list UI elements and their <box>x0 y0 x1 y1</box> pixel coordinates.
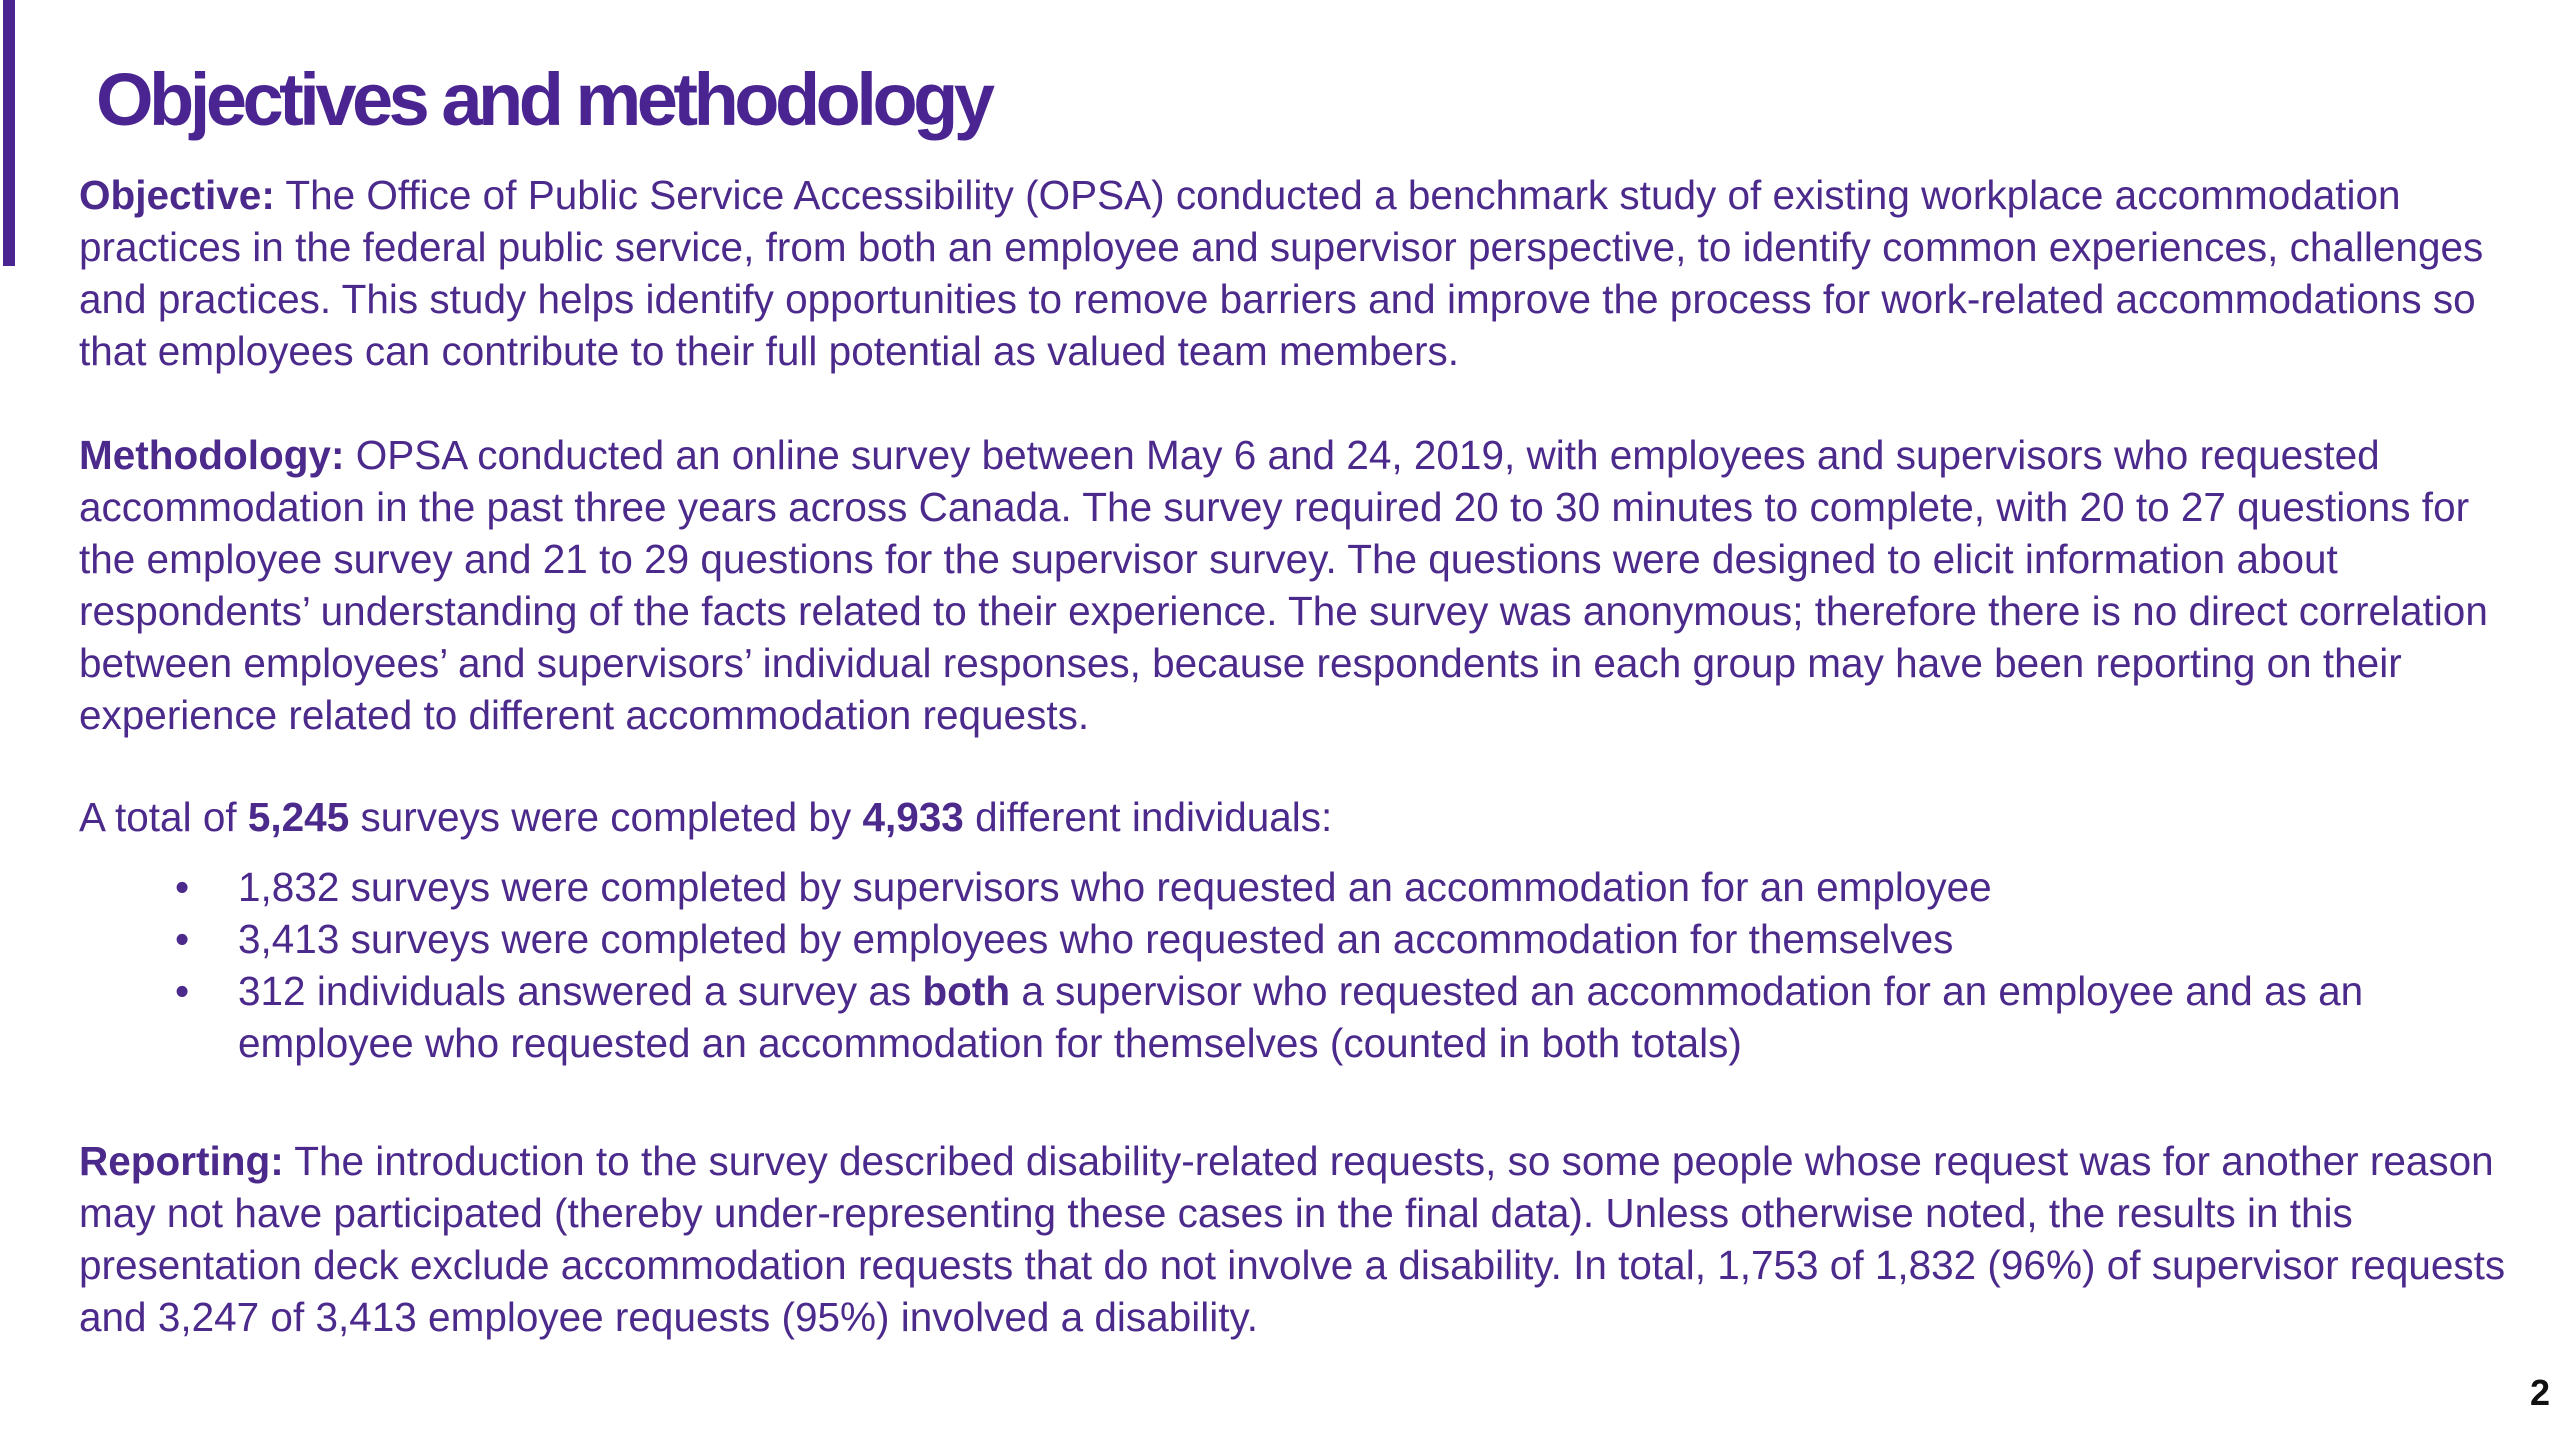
total-prefix: A total of <box>79 794 248 840</box>
total-middle: surveys were completed by <box>349 794 863 840</box>
list-item-text: a supervisor who requested an accommodation for an employee and as an employee who requested an accommodation for themselves (counted in both totals) <box>238 968 2364 1066</box>
reporting-text: The introduction to the survey described disability-related requests, so some people whose request was for another reason may not have participated (thereby under-representing these cases in the final data). Unless otherwise noted, the results in this presentation deck exclude accommodation requests that do not involve a disability. In total, 1,753 of 1,832 (96%) of supervisor requests and 3,247 of 3,413 employee requests (95%) involved a disability. <box>79 1138 2506 1340</box>
accent-bar <box>3 0 15 266</box>
methodology-label: Methodology: <box>79 432 345 478</box>
objective-paragraph <box>79 169 2529 377</box>
list-item-text: 312 individuals answered a survey as <box>238 968 923 1014</box>
total-summary <box>79 791 2529 843</box>
reporting-label: Reporting: <box>79 1138 284 1184</box>
list-item-text: 1,832 surveys were completed by supervisors who requested an accommodation for an employee <box>238 864 1992 910</box>
list-item <box>79 965 2529 1069</box>
survey-breakdown-list <box>79 861 2529 1069</box>
list-item <box>79 861 2529 913</box>
page-title: Objectives and methodology <box>96 58 991 141</box>
list-item <box>79 913 2529 965</box>
bullet-icon: • <box>175 968 190 1014</box>
objective-label: Objective: <box>79 172 275 218</box>
objective-text: The Office of Public Service Accessibility (OPSA) conducted a benchmark study of existing workplace accommodation practices in the federal public service, from both an employee and supervisor perspective, to identify common experiences, challenges and practices. This study helps identify opportunities to remove barriers and improve the process for work-related accommodations so that employees can contribute to their full potential as valued team members. <box>79 172 2484 374</box>
list-item-emphasis: both <box>922 968 1011 1014</box>
list-item-text: 3,413 surveys were completed by employees who requested an accommodation for themselves <box>238 916 1954 962</box>
total-surveys: 5,245 <box>247 794 350 840</box>
methodology-paragraph <box>79 429 2529 741</box>
reporting-paragraph <box>79 1135 2529 1343</box>
page-number: 2 <box>2530 1372 2551 1413</box>
total-individuals: 4,933 <box>862 794 964 840</box>
methodology-text: OPSA conducted an online survey between May 6 and 24, 2019, with employees and supervisors who requested accommodation in the past three years across Canada. The survey required 20 to 30 minutes to complete, with 20 to 27 questions for the employee survey and 21 to 29 questions for the supervisor survey. The questions were designed to elicit information about respondents’ understanding of the facts related to their experience. The survey was anonymous; therefore there is no direct correlation between employees’ and supervisors’ individual responses, because respondents in each group may have been reporting on their experience related to different accommodation requests. <box>79 432 2488 738</box>
bullet-icon: • <box>175 916 190 962</box>
bullet-icon: • <box>175 864 190 910</box>
total-suffix: different individuals: <box>963 794 1333 840</box>
